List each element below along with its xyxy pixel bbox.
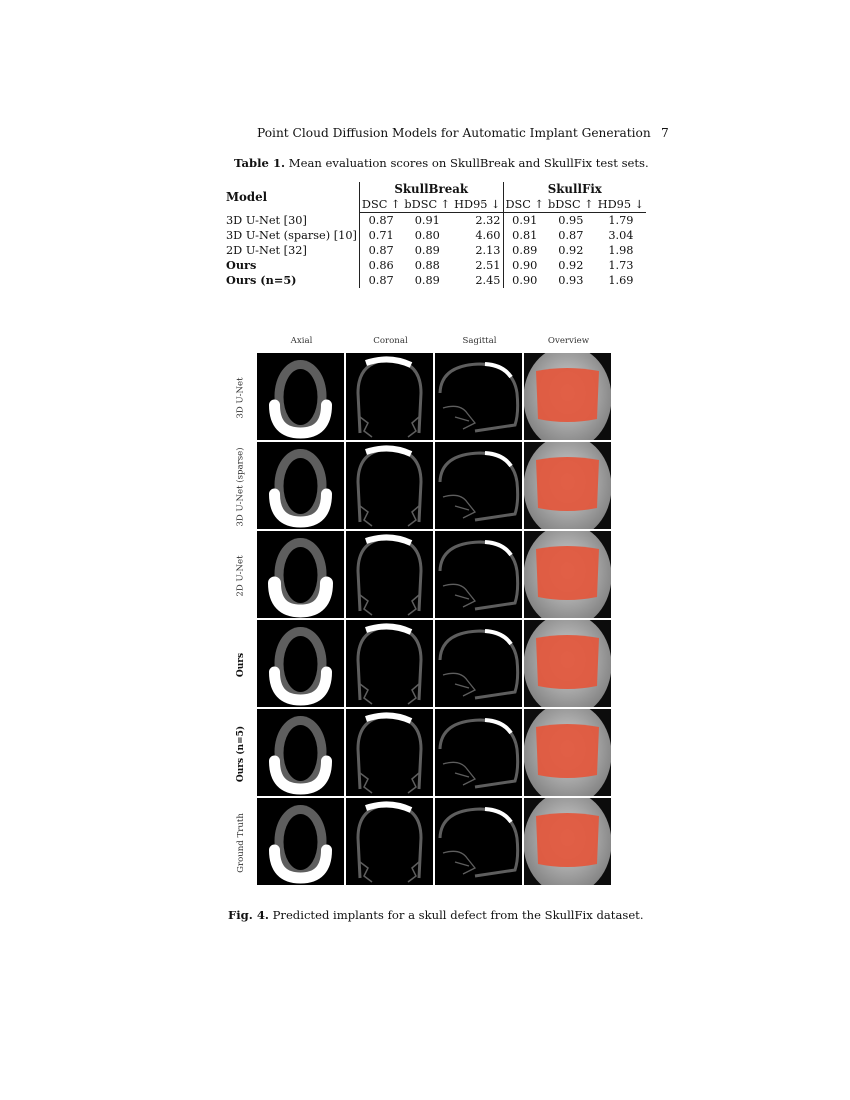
value-cell: 0.81 (512, 229, 538, 242)
value-cell: 0.95 (558, 214, 584, 227)
table-row (224, 273, 646, 288)
figure-panel-sagittal (435, 353, 522, 440)
figure-panel-axial (257, 620, 344, 707)
value-cell: 0.90 (512, 259, 538, 272)
figure-panel-overview (524, 442, 611, 529)
metric-header: bDSC ↑ (548, 198, 594, 211)
value-cell: 0.91 (512, 214, 538, 227)
value-cell: 1.73 (608, 259, 634, 272)
value-cell: 0.91 (414, 214, 440, 227)
value-cell: 1.79 (608, 214, 634, 227)
table-caption-label: Table 1. (234, 156, 286, 170)
value-cell: 0.89 (414, 244, 440, 257)
figure-panel-sagittal (435, 531, 522, 618)
page-number: 7 (661, 126, 669, 140)
value-cell: 1.98 (608, 244, 634, 257)
group-header-skullfix: SkullFix (547, 182, 602, 196)
figure-grid (257, 353, 611, 885)
figure-panel-overview (524, 798, 611, 885)
figure-panel-coronal (346, 620, 433, 707)
figure-panel-sagittal (435, 442, 522, 529)
group-header-skullbreak: SkullBreak (359, 182, 503, 197)
value-cell: 2.32 (452, 213, 503, 229)
value-cell: 4.60 (452, 228, 503, 243)
table-caption-text: Mean evaluation scores on SkullBreak and SkullFix test sets. (285, 156, 649, 170)
figure-panel-axial (257, 798, 344, 885)
value-cell: 2.13 (452, 243, 503, 258)
figure-panel-coronal (346, 798, 433, 885)
value-cell: 0.88 (414, 259, 440, 272)
value-cell: 0.87 (368, 214, 394, 227)
table-row (224, 243, 646, 258)
metric-header: DSC ↑ (503, 197, 546, 213)
figure-panel-axial (257, 709, 344, 796)
model-cell: 3D U-Net (sparse) [10] (224, 228, 359, 243)
value-cell: 0.92 (558, 259, 584, 272)
column-label-coronal: Coronal (373, 336, 408, 346)
metric-header: HD95 ↓ (452, 197, 503, 213)
figure-panel-axial (257, 531, 344, 618)
metric-header: HD95 ↓ (597, 198, 645, 211)
value-cell: 3.04 (608, 229, 634, 242)
row-label-ours: Ours (235, 652, 246, 677)
value-cell: 0.93 (558, 274, 584, 287)
figure-panel-overview (524, 620, 611, 707)
value-cell: 0.90 (512, 274, 538, 287)
value-cell: 0.87 (368, 274, 394, 287)
figure-panel-sagittal (435, 620, 522, 707)
figure-caption-text: Predicted implants for a skull defect from the SkullFix dataset. (268, 908, 644, 922)
results-table (224, 182, 646, 288)
figure-panel-overview (524, 353, 611, 440)
column-labels (257, 336, 613, 346)
value-cell: 2.51 (452, 258, 503, 273)
column-label-overview: Overview (547, 336, 590, 346)
figure-panel-coronal (346, 442, 433, 529)
row-label-3d-unet: 3D U-Net (236, 376, 246, 419)
column-label-axial: Axial (290, 336, 313, 346)
figure-panel-coronal (346, 353, 433, 440)
figure-caption (228, 908, 644, 922)
figure-caption-label: Fig. 4. (228, 908, 269, 922)
value-cell: 0.71 (368, 229, 394, 242)
value-cell: 0.87 (558, 229, 584, 242)
row-label-ground-truth: Ground Truth (236, 812, 246, 873)
figure-panel-overview (524, 709, 611, 796)
row-label-2d-unet: 2D U-Net (236, 554, 246, 597)
model-cell: 3D U-Net [30] (224, 213, 359, 229)
figure-panel-sagittal (435, 709, 522, 796)
row-label-ours-n5: Ours (n=5) (236, 725, 247, 782)
figure-panel-overview (524, 531, 611, 618)
figure-panel-axial (257, 353, 344, 440)
value-cell: 0.89 (414, 274, 440, 287)
table-row (224, 258, 646, 273)
model-header: Model (224, 182, 359, 213)
value-cell: 0.87 (368, 244, 394, 257)
value-cell: 1.69 (608, 274, 634, 287)
metric-header: DSC ↑ (359, 197, 402, 213)
model-cell: Ours (224, 258, 359, 273)
table-row (224, 228, 646, 243)
value-cell: 0.80 (414, 229, 440, 242)
metric-header: bDSC ↑ (404, 198, 451, 211)
figure-panel-coronal (346, 709, 433, 796)
table-row (224, 213, 646, 229)
value-cell: 0.86 (368, 259, 394, 272)
value-cell: 0.89 (512, 244, 538, 257)
figure-panel-sagittal (435, 798, 522, 885)
model-cell: Ours (n=5) (224, 273, 359, 288)
table-caption (234, 156, 649, 170)
row-label-3d-unet-sparse: 3D U-Net (sparse) (236, 446, 247, 527)
running-title: Point Cloud Diffusion Models for Automatic Implant Generation (257, 126, 651, 140)
model-cell: 2D U-Net [32] (224, 243, 359, 258)
column-label-sagittal: Sagittal (462, 336, 497, 346)
figure-panel-coronal (346, 531, 433, 618)
figure-panel-axial (257, 442, 344, 529)
value-cell: 2.45 (452, 273, 503, 288)
value-cell: 0.92 (558, 244, 584, 257)
